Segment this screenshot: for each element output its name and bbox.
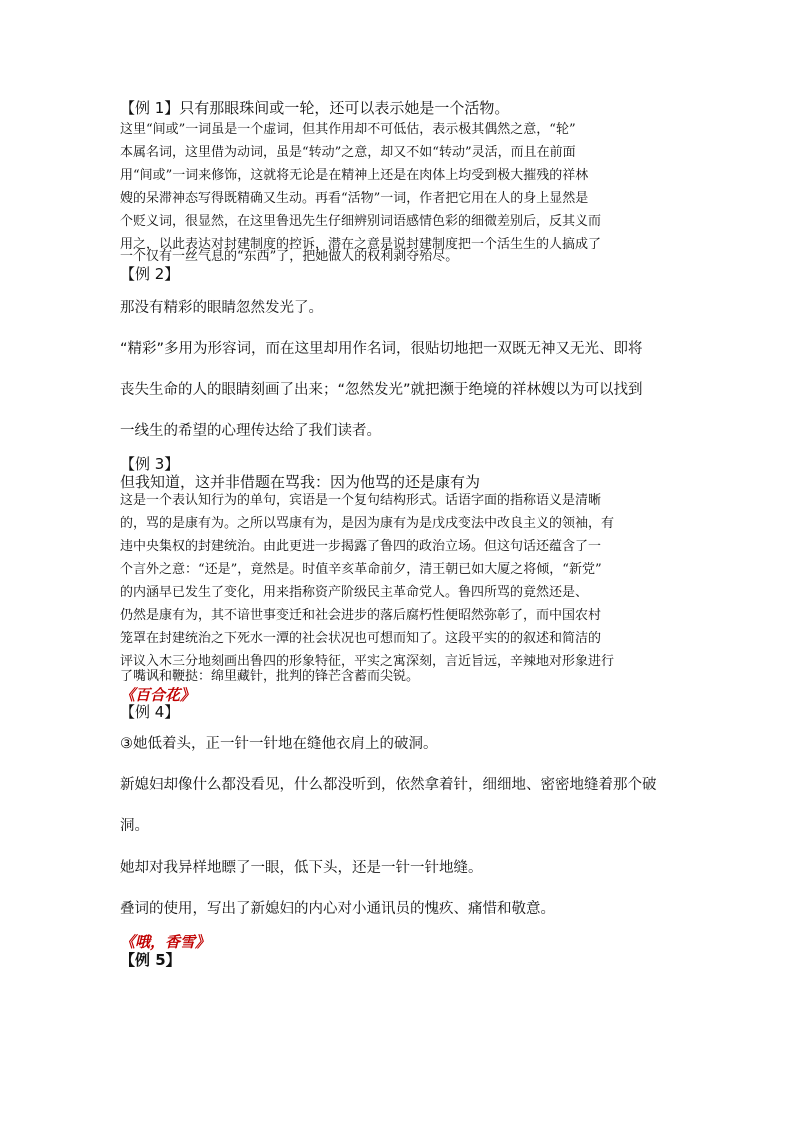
example4-sentence-2a: 新媳妇却像什么都没看见，什么都没听到，依然拿着针，细细地、密密地缝着那个破	[120, 777, 657, 793]
example3-line-6: 仍然是康有为，其不谙世事变迁和社会进步的落后腐朽性便昭然弥彰了，而中国农村	[120, 608, 602, 623]
example2-heading: 【例 2】	[120, 265, 180, 283]
example1-heading: 【例 1】只有那眼珠间或一轮，还可以表示她是一个活物。	[120, 99, 510, 117]
example4-sentence-2b: 洞。	[120, 818, 149, 834]
example1-line-2: 本属名词，这里借为动词，虽是“转动”之意，却又不如“转动”灵活，而且在前面	[120, 145, 576, 160]
example2-sentence: 那没有精彩的眼睛忽然发光了。	[120, 300, 323, 316]
example1-line-3: 用“间或”一词来修饰，这就将无论是在精神上还是在肉体上均受到极大摧残的祥林	[120, 168, 589, 183]
example1-line-7: 一个仅有一丝气息的“东西”了，把她做人的权利剥夺殆尽。	[120, 249, 459, 264]
example4-sentence-1: ③她低着头，正一针一针地在缝他衣肩上的破洞。	[120, 736, 438, 752]
example3-line-3: 违中央集权的封建统治。由此更进一步揭露了鲁四的政治立场。但这句话还蕴含了一	[120, 539, 602, 554]
example1-line-6: 用之，以此表达对封建制度的控诉，潜在之意是说封建制度把一个活生生的人搞成了	[120, 237, 602, 252]
example3-line-7: 笼罩在封建统治之下死水一潭的社会状况也可想而知了。这段平实的的叙述和简洁的	[120, 631, 602, 646]
example3-line-4: 个言外之意：“还是”，竟然是。时值辛亥革命前夕，清王朝已如大厦之将倾，“新党”	[120, 562, 602, 577]
example4-sentence-3: 她却对我异样地瞟了一眼，低下头，还是一针一针地缝。	[120, 860, 483, 876]
example3-line-8: 评议入木三分地刻画出鲁四的形象特征，平实之寓深刻，言近旨远，辛辣地对形象进行	[120, 654, 615, 669]
example3-line-9: 了嘴讽和鞭挞：绵里藏针，批判的锋芒含蓄而尖锐。	[120, 669, 420, 684]
section-title-ohxiangxue: 《哦，香雪》	[120, 933, 211, 951]
section-title-baihehua: 《百合花》	[120, 686, 196, 704]
example4-comment: 叠词的使用，写出了新媳妇的内心对小通讯员的愧疚、痛惜和敬意。	[120, 901, 555, 917]
example3-line-5: 的内涵早已发生了变化，用来指称资产阶级民主革命党人。鲁四所骂的竟然还是、	[120, 585, 589, 600]
example2-line-3: 一线生的希望的心理传达给了我们读者。	[120, 423, 381, 439]
example3-sentence: 但我知道，这并非借题在骂我：因为他骂的还是康有为	[120, 473, 481, 491]
example1-line-5: 个贬义词，很显然，在这里鲁迅先生仔细辨别词语感情色彩的细微差别后，反其义而	[120, 214, 602, 229]
example2-line-1: “精彩”多用为形容词，而在这里却用作名词，很贴切地把一双既无神又无光、即将	[120, 341, 643, 357]
example3-heading: 【例 3】	[120, 455, 180, 473]
example3-line-2: 的，骂的是康有为。之所以骂康有为，是因为康有为是戊戌变法中改良主义的领袖，有	[120, 516, 615, 531]
example1-line-4: 嫂的呆滞神态写得既精确又生动。再看“活物”一词，作者把它用在人的身上显然是	[120, 191, 589, 206]
example4-heading: 【例 4】	[120, 703, 180, 721]
example1-line-1: 这里“间或”一词虽是一个虚词，但其作用却不可低估，表示极其偶然之意，“轮”	[120, 122, 576, 137]
example3-line-1: 这是一个表认知行为的单句，宾语是一个复句结构形式。话语字面的指称语义是清晰	[120, 493, 602, 508]
example5-heading: 【例 5】	[120, 951, 181, 969]
example2-line-2: 丧失生命的人的眼睛刻画了出来；“忽然发光”就把濒于绝境的祥林嫂以为可以找到	[120, 382, 643, 398]
